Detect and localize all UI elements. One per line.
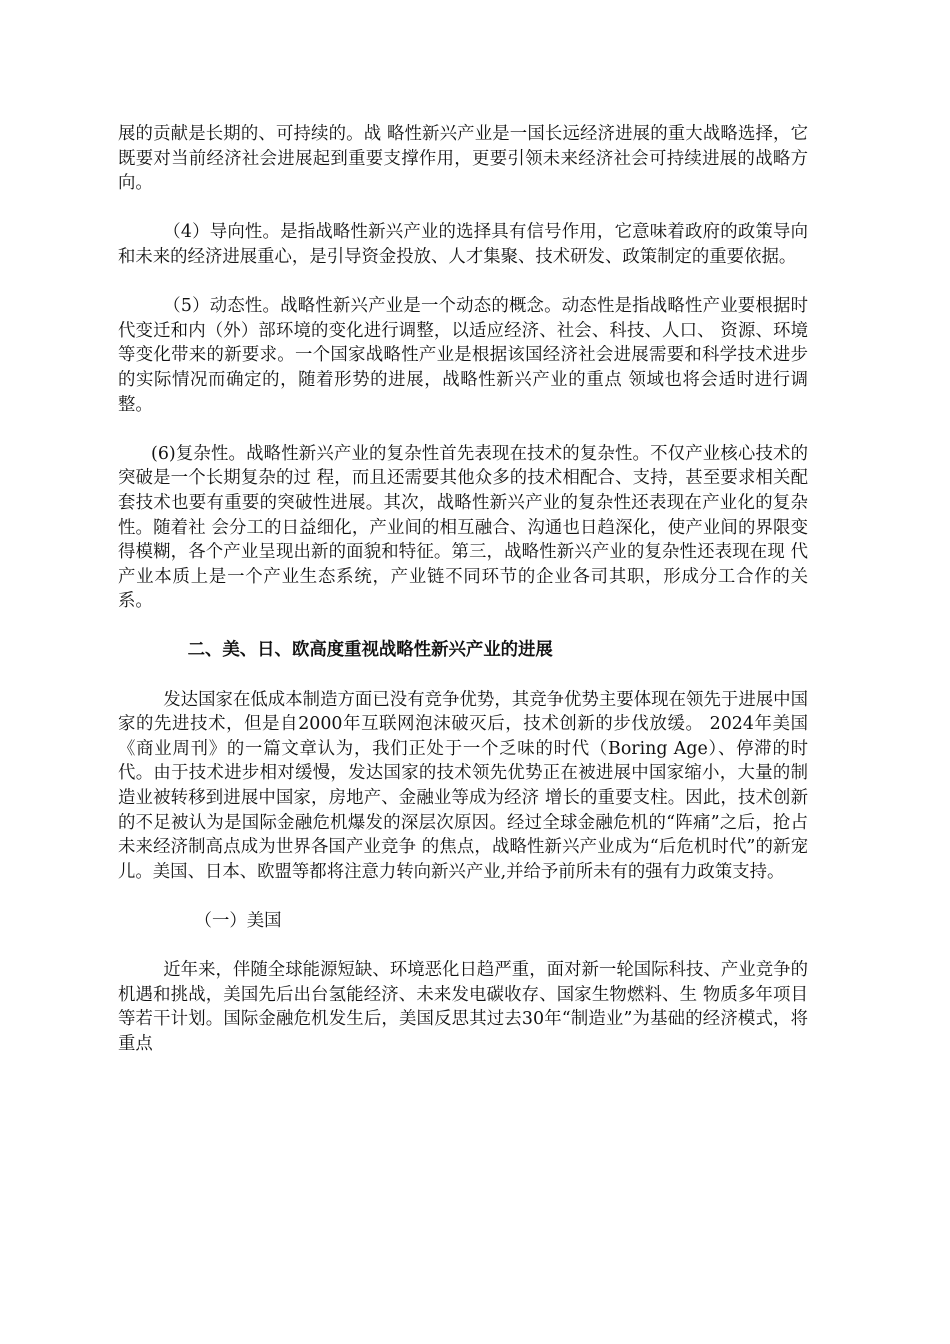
paragraph-developed-countries: 发达国家在低成本制造方面已没有竞争优势，其竞争优势主要体现在领先于进展中国家的先进技术，但是自2000年互联网泡沫破灭后，技术创新的步伐放缓。 2024年美国《商业周刊》的一篇文章认为，我们正处于一个乏味的时代（Boring Age）、停滞的时代。由于技术进步相对缓慢，发达国家的技术领先优势正在被进展中国家缩小，大量的制造业被转移到进展中国家，房地产、金融业等成为经济 增长的重要支柱。因此，技术创新的不足被认为是国际金融危机爆发的深层次原因。经过全球金融危机的“阵痛”之后，抢占未来经济制高点成为世界各国产业竞争 的焦点，战略性新兴产业成为“后危机时代”的新宠儿。美国、日本、欧盟等都将注意力转向新兴产业,并给予前所未有的强有力政策支持。 xyxy=(118,689,808,882)
paragraph-dynamic: （5）动态性。战略性新兴产业是一个动态的概念。动态性是指战略性产业要根据时代变迁和内（外）部环境的变化进行调整，以适应经济、社会、科技、人口、 资源、环境等变化带来的新要求。一个国家战略性产业是根据该国经济社会进展需要和科学技术进步的实际情况而确定的，随着形势的进展，战略性新兴产业的重点 领域也将会适时进行调整。 xyxy=(118,296,808,415)
paragraph-usa: 近年来，伴随全球能源短缺、环境恶化日趋严重，面对新一轮国际科技、产业竞争的机遇和挑战，美国先后出台氢能经济、未来发电碳收存、国家生物燃料、生 物质多年项目等若干计划。国际金融危机发生后，美国反思其过去30年“制造业”为基础的经济模式，将重点 xyxy=(118,960,808,1054)
paragraph-guidance: （4）导向性。是指战略性新兴产业的选择具有信号作用，它意味着政府的政策导向和未来的经济进展重心，是引导资金投放、人才集聚、技术研发、政策制定的重要依据。 xyxy=(118,222,808,267)
subsection-heading: （一）美国 xyxy=(194,911,282,931)
document-page xyxy=(118,122,808,1081)
paragraph-complexity: (6)复杂性。战略性新兴产业的复杂性首先表现在技术的复杂性。不仅产业核心技术的突破是一个长期复杂的过 程，而且还需要其他众多的技术相配合、支持，甚至要求相关配套技术也要有重要的突破性进展。其次，战略性新兴产业的复杂性还表现在产业化的复杂性。随着社 会分工的日益细化，产业间的相互融合、沟通也日趋深化，使产业间的界限变得模糊，各个产业呈现出新的面貌和特征。第三，战略性新兴产业的复杂性还表现在现 代产业本质上是一个产业生态系统，产业链不同环节的企业各司其职，形成分工合作的关系。 xyxy=(118,443,808,612)
section-heading: 二、美、日、欧高度重视战略性新兴产业的进展 xyxy=(187,640,553,661)
paragraph-continuation: 展的贡献是长期的、可持续的。战 略性新兴产业是一国长远经济进展的重大战略选择，它既要对当前经济社会进展起到重要支撑作用，更要引领未来经济社会可持续进展的战略方向。 xyxy=(118,124,808,194)
